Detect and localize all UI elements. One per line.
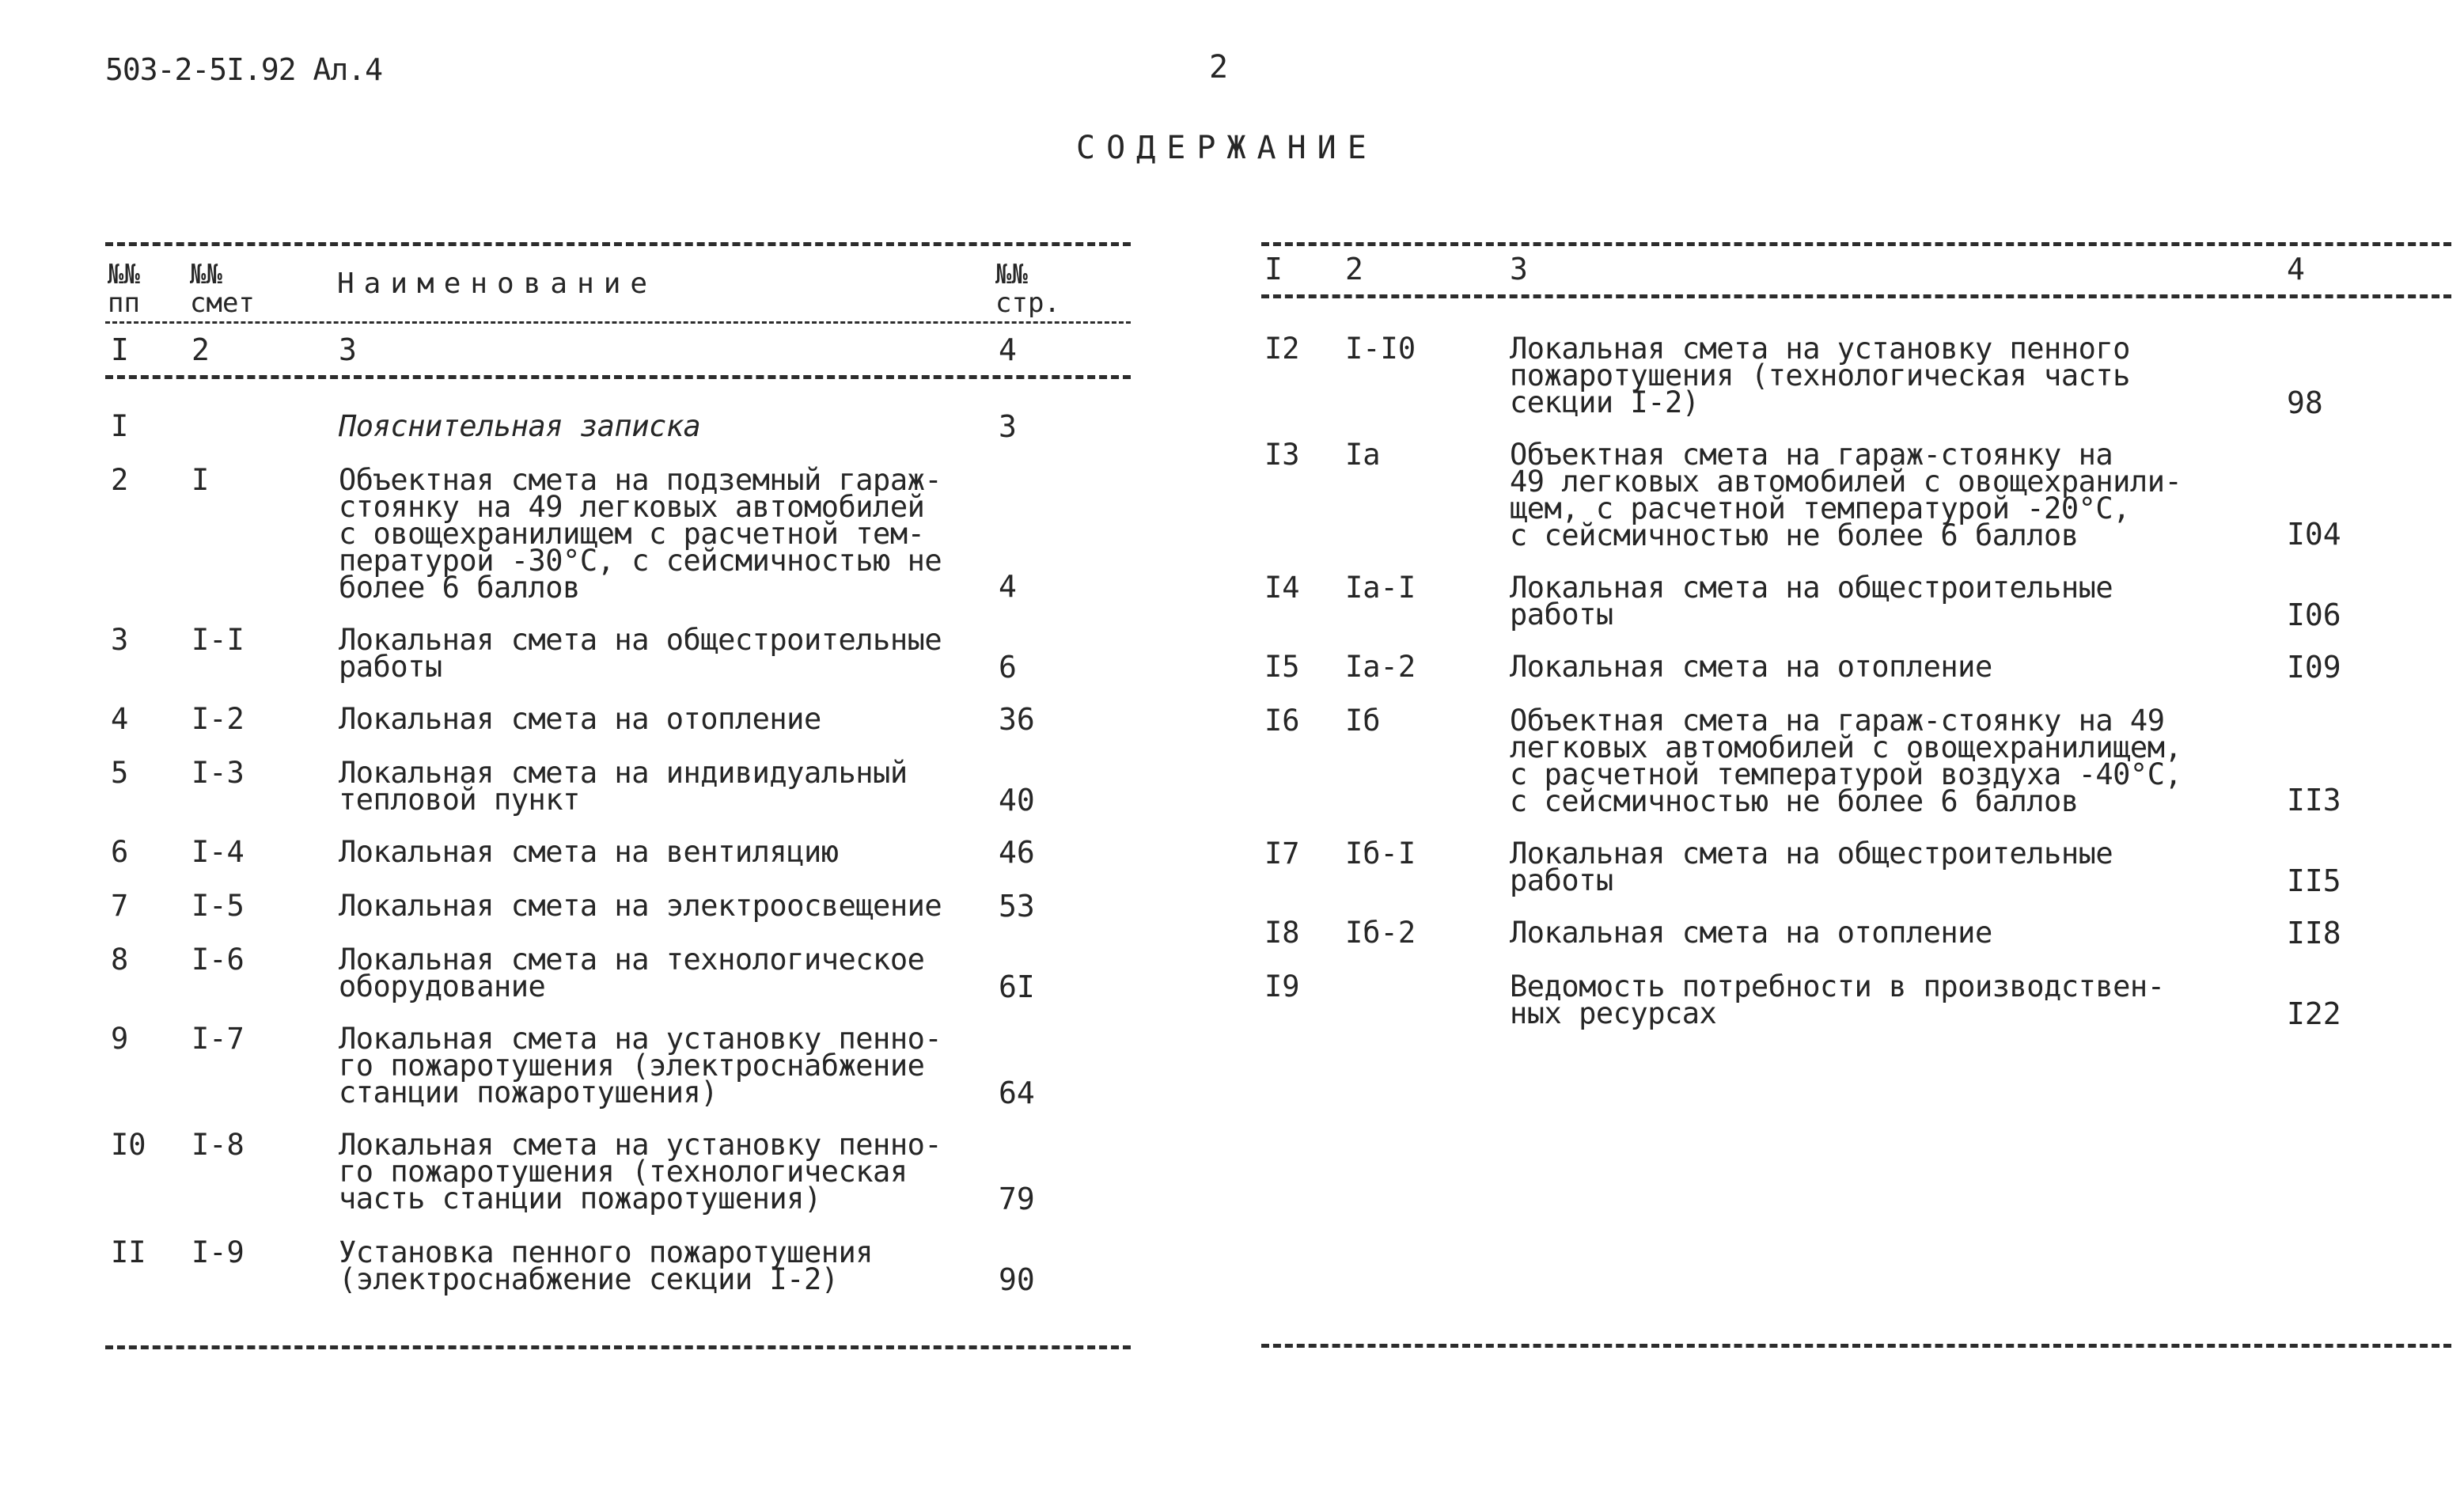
row-smet: Iа-I xyxy=(1345,571,1416,605)
left-header-page: №№ стр. xyxy=(995,259,1060,319)
row-pp: I2 xyxy=(1264,332,1300,366)
row-smet: I-3 xyxy=(191,756,245,790)
row-page: 36 xyxy=(999,702,1035,737)
row-page: 40 xyxy=(999,783,1035,818)
row-pp: II xyxy=(111,1235,146,1269)
row-name: Установка пенного пожаротушения (электроснабжение секции I-2) xyxy=(339,1235,874,1296)
row-smet: I-9 xyxy=(191,1235,245,1269)
row-page: 64 xyxy=(999,1076,1035,1110)
row-pp: 6 xyxy=(111,835,129,869)
left-header-name: Наименование xyxy=(337,267,658,300)
row-name: Локальная смета на установку пенного пожаротушения (технологическая часть секции I-2) xyxy=(1510,332,2130,419)
row-page: I06 xyxy=(2287,598,2341,632)
row-page: 6 xyxy=(999,650,1017,685)
document-code: 503-2-5I.92 Ал.4 xyxy=(105,52,383,87)
row-smet: I-7 xyxy=(191,1022,245,1056)
row-pp: 5 xyxy=(111,756,129,790)
row-page: I04 xyxy=(2287,517,2341,552)
row-pp: I5 xyxy=(1264,650,1300,684)
right-colnum-2: 2 xyxy=(1345,252,1363,286)
row-smet: Iб xyxy=(1345,704,1381,738)
row-name: Локальная смета на установку пенно- го пожаротушения (электроснабжение станции пожаротушения) xyxy=(339,1022,942,1110)
left-colnum-3: 3 xyxy=(339,332,357,367)
row-page: 3 xyxy=(999,409,1017,444)
row-pp: I8 xyxy=(1264,916,1300,950)
row-pp: I3 xyxy=(1264,438,1300,472)
row-smet: I-I0 xyxy=(1345,332,1416,366)
row-smet: I-I xyxy=(191,623,245,657)
row-smet: Iб-2 xyxy=(1345,916,1416,950)
page-number: 2 xyxy=(1209,49,1229,85)
row-smet: I-6 xyxy=(191,943,245,977)
left-colnum-2: 2 xyxy=(191,332,210,367)
left-header-pp: №№ пп xyxy=(108,259,140,319)
left-colnum-1: I xyxy=(111,332,129,367)
right-colnum-1: I xyxy=(1264,252,1283,286)
row-name: Объектная смета на гараж-стоянку на 49 легковых автомобилей с овощехранили- щем, с расчетной температурой -20°С, с сейсмичностью не более 6 баллов xyxy=(1510,438,2182,552)
row-name: Пояснительная записка xyxy=(339,409,701,443)
row-pp: 4 xyxy=(111,702,129,736)
row-pp: 2 xyxy=(111,463,129,497)
row-page: I09 xyxy=(2287,650,2341,685)
row-smet: I-5 xyxy=(191,889,245,923)
row-page: 4 xyxy=(999,569,1017,604)
row-page: II3 xyxy=(2287,783,2341,818)
row-smet: Iа-2 xyxy=(1345,650,1416,684)
right-table-bottom-rule xyxy=(1261,1344,2451,1348)
row-page: 79 xyxy=(999,1182,1035,1216)
row-name: Ведомость потребности в производствен- ных ресурсах xyxy=(1510,969,2165,1030)
row-name: Локальная смета на общестроительные работы xyxy=(1510,571,2113,632)
row-pp: I7 xyxy=(1264,837,1300,871)
row-pp: 3 xyxy=(111,623,129,657)
row-page: 53 xyxy=(999,889,1035,924)
left-header-smet: №№ смет xyxy=(190,259,255,319)
row-pp: I0 xyxy=(111,1128,146,1162)
row-name: Локальная смета на общестроительные работы xyxy=(339,623,942,684)
row-name: Локальная смета на технологическое оборудование xyxy=(339,943,925,1003)
row-pp: I6 xyxy=(1264,704,1300,738)
row-pp: I9 xyxy=(1264,969,1300,1003)
row-pp: I xyxy=(111,409,129,443)
row-name: Локальная смета на отопление xyxy=(1510,916,1992,950)
row-name: Локальная смета на общестроительные работы xyxy=(1510,837,2113,897)
row-smet: I xyxy=(191,463,210,497)
row-name: Локальная смета на индивидуальный тепловой пункт xyxy=(339,756,908,817)
right-colnum-3: 3 xyxy=(1510,252,1528,286)
row-name: Локальная смета на электроосвещение xyxy=(339,889,942,923)
row-pp: 9 xyxy=(111,1022,129,1056)
row-page: 6I xyxy=(999,969,1035,1004)
row-page: 90 xyxy=(999,1262,1035,1297)
row-page: 46 xyxy=(999,835,1035,870)
right-colnum-4: 4 xyxy=(2287,252,2305,286)
row-smet: I-8 xyxy=(191,1128,245,1162)
contents-title: СОДЕРЖАНИЕ xyxy=(1076,130,1378,166)
row-pp: I4 xyxy=(1264,571,1300,605)
row-page: II8 xyxy=(2287,916,2341,950)
row-name: Локальная смета на вентиляцию xyxy=(339,835,839,869)
row-name: Объектная смета на гараж-стоянку на 49 легковых автомобилей с овощехранилищем, с расчетной температурой воздуха -40°С, с сейсмичностью не более 6 баллов xyxy=(1510,704,2182,818)
row-name: Локальная смета на отопление xyxy=(339,702,821,736)
row-pp: 7 xyxy=(111,889,129,923)
row-smet: Iб-I xyxy=(1345,837,1416,871)
row-page: II5 xyxy=(2287,863,2341,898)
left-colnum-4: 4 xyxy=(999,332,1017,367)
row-pp: 8 xyxy=(111,943,129,977)
row-smet: I-2 xyxy=(191,702,245,736)
row-page: I22 xyxy=(2287,996,2341,1031)
row-name: Локальная смета на отопление xyxy=(1510,650,1992,684)
row-page: 98 xyxy=(2287,385,2323,420)
row-smet: Iа xyxy=(1345,438,1381,472)
row-name: Объектная смета на подземный гараж- стоянку на 49 легковых автомобилей с овощехранилищем с расчетной тем- пературой -30°С, с сейсмичностью не более 6 баллов xyxy=(339,463,942,605)
row-name: Локальная смета на установку пенно- го пожаротушения (технологическая часть станции пожаротушения) xyxy=(339,1128,942,1216)
row-smet: I-4 xyxy=(191,835,245,869)
